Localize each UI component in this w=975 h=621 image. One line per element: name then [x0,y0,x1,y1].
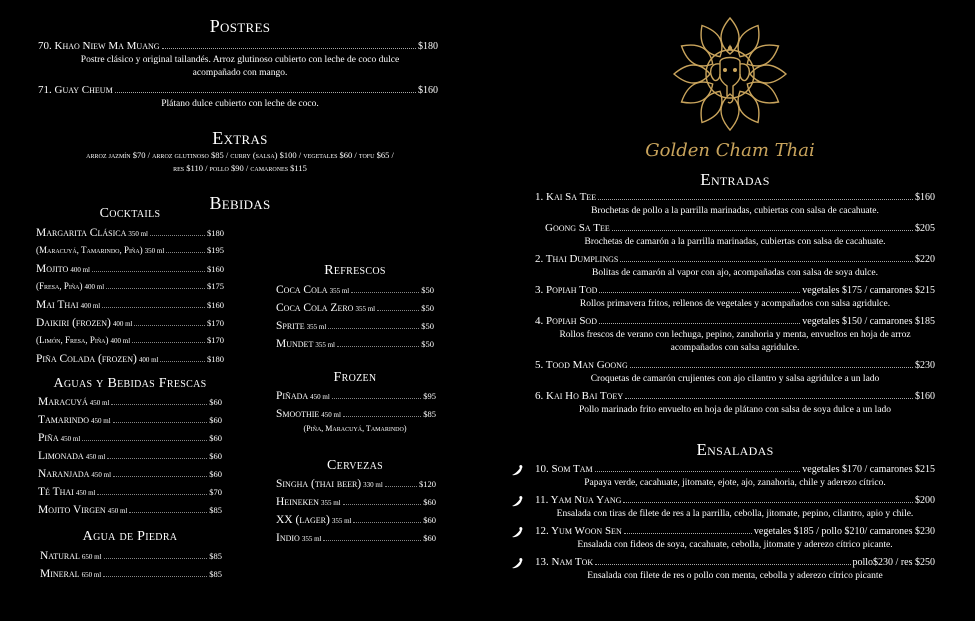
menu-item-5 [535,359,935,374]
drink-name: (Maracuyá, Tamarindo, Piña) [36,245,143,255]
item-name: 5. Tood Man Goong [535,359,628,371]
extras-title: Extras [212,128,268,148]
drink-price: $60 [209,469,222,479]
drink-name: Mojito [36,263,69,275]
drink-row [276,496,436,514]
drink-row [36,227,224,245]
drink-row [36,335,224,353]
menu-item-10 [535,463,935,478]
drink-price: $95 [423,391,436,401]
menu-item-4 [535,315,935,330]
drink-name: Daikiri (frozen) [36,317,111,329]
cervezas-title: Cervezas [327,458,383,473]
extras-line-2: res $110 / pollo $90 / camarones $115 [173,163,307,173]
drink-price: $160 [207,300,224,310]
refrescos-title: Refrescos [324,263,386,278]
menu-item-13 [535,556,935,571]
item-name: 11. Yam Nua Yang [535,494,622,506]
item-price: vegetales $175 / camarones $215 [802,285,935,296]
drink-row [38,486,222,504]
drink-name: Maracuyá [38,396,88,408]
drink-volume: 650 ml [81,571,102,579]
drink-row [276,514,436,532]
item-name: 1. Kai Sa Tee [535,191,597,203]
drink-name: Coca Cola [276,284,328,296]
drink-volume: 450 ml [310,393,330,401]
drink-row [36,299,224,317]
item-description: Plátano dulce cubierto con leche de coco. [161,99,319,109]
cervezas-list [276,478,436,550]
drink-row [40,568,222,586]
cocktails-title: Cocktails [99,206,161,221]
chili-pepper-icon [510,463,524,477]
dot-leader [162,48,416,49]
item-price: $230 [915,360,935,371]
drink-name: Tamarindo [38,414,90,426]
drink-volume: 355 ml [315,341,335,349]
drink-name: Margarita Clásica [36,227,127,239]
drink-name: Heineken [276,496,319,508]
drink-name: Té Thai [38,486,74,498]
item-name: 71. Guay Cheum [38,84,113,96]
menu-item-1 [535,191,935,206]
frozen-list [276,390,436,426]
drink-volume: 450 ml [107,507,128,515]
drink-volume: 450 ml [91,471,112,479]
drink-price: $50 [421,303,434,313]
drink-row [36,317,224,335]
item-price: $160 [418,85,438,96]
item-description: Ensalada con filete de res o pollo con menta, cebolla y aderezo cítrico picante [587,571,883,581]
drink-name: Smoothie [276,408,320,420]
aguas-title: Aguas y Bebidas Frescas [53,376,207,391]
drink-name: Mai Thai [36,299,79,311]
chili-pepper-icon [510,556,524,570]
dot-leader [115,92,416,93]
item-description: Rollos frescos de verano con lechuga, pepino, zanahoria y menta, envueltos en hoja de arroz [559,330,911,340]
drink-price: $50 [421,339,434,349]
postres-title: Postres [209,16,271,36]
item-price: vegetales $170 / camarones $215 [802,464,935,475]
item-description: Bolitas de camarón al vapor con ajo, acompañadas con salsa de soya dulce. [592,268,878,278]
item-name: 70. Khao Niew Ma Muang [38,40,160,52]
menu-item-2 [535,253,935,268]
drink-price: $50 [421,321,434,331]
item-name: 3. Popiah Tod [535,284,598,296]
item-description: Brochetas de pollo a la parrilla marinadas, cubiertas con salsa de cacahuate. [591,206,879,216]
item-name: Goong Sa Tee [545,222,610,234]
bebidas-title: Bebidas [209,193,271,213]
menu-item-71 [38,84,438,99]
item-description: Brochetas de camarón a la parrilla marinadas, cubiertas con salsa de cacahuate. [584,237,886,247]
item-price: vegetales $150 / camarones $185 [802,316,935,327]
drink-volume: 355 ml [331,517,352,525]
drink-price: $60 [209,433,222,443]
drink-name: Natural [40,550,80,562]
drink-price: $195 [207,245,224,255]
drink-row [276,302,434,320]
aguas-list [38,396,222,522]
drink-volume: 400 ml [112,320,133,328]
drink-volume: 355 ml [301,535,322,543]
item-description: Papaya verde, cacahuate, jitomate, ejote, ajo, zanahoria, chile y aderezo cítrico. [584,478,886,488]
item-description: Rollos primavera fritos, rellenos de vegetales y acompañados con salsa agridulce. [579,299,891,309]
drink-price: $60 [209,397,222,407]
drink-volume: 400 ml [110,337,131,345]
item-name: 6. Kai Ho Bai Toey [535,390,624,402]
drink-row [38,450,222,468]
drink-row [36,353,224,371]
drink-volume: 650 ml [81,553,102,561]
brand-name: Golden Cham Thai [645,140,815,161]
drink-price: $60 [423,497,436,507]
drink-name: (Fresa, Piña) [36,281,83,291]
item-price: $180 [418,41,438,52]
drink-price: $60 [423,533,436,543]
drink-price: $85 [209,569,222,579]
menu-item-6 [535,390,935,405]
item-name: 4. Popiah Sod [535,315,597,327]
item-price: $205 [915,223,935,234]
drink-price: $120 [419,479,436,489]
drink-name: Naranjada [38,468,90,480]
item-description-continued: acompañados con salsa agridulce. [670,343,800,353]
item-price: vegetales $185 / pollo $210/ camarones $230 [753,526,935,537]
item-description: Ensalada con tiras de filete de res a la parrilla, cebolla, jitomate, pepino, cilantro, apio y chile. [556,509,914,519]
item-name: 2. Thai Dumplings [535,253,619,265]
drink-volume: 350 ml [144,247,165,255]
drink-name: Mojito Virgen [38,504,106,516]
cocktails-list [36,227,224,371]
drink-row [276,390,436,408]
menu-item-12 [535,525,935,540]
extras-line-1: arroz jazmín $70 / arroz glutinoso $85 / curry (salsa) $100 / vegetales $60 / tofu $65 / [86,150,394,160]
drink-volume: 400 ml [70,266,90,274]
item-name: 13. Nam Tok [535,556,594,568]
piedra-list [40,550,222,586]
drink-price: $85 [209,505,222,515]
item-price: $220 [915,254,935,265]
drink-volume: 355 ml [320,499,341,507]
elephant-lotus-logo [670,14,790,134]
item-price: $160 [915,192,935,203]
drink-price: $170 [207,335,224,345]
drink-volume: 350 ml [128,230,148,238]
drink-row [36,263,224,281]
drink-name: Limonada [38,450,84,462]
item-description: Ensalada con fideos de soya, cacahuate, cebolla, jitomate y aderezo cítrico picante. [577,540,893,550]
drink-price: $180 [207,354,224,364]
drink-name: Mundet [276,338,314,350]
drink-price: $60 [209,415,222,425]
drink-name: Piñada [276,390,309,402]
drink-price: $85 [209,551,222,561]
drink-volume: 450 ml [89,399,110,407]
drink-price: $85 [423,409,436,419]
item-description: Pollo marinado frito envuelto en hoja de plátano con salsa de soya dulce a un lado [578,405,892,415]
drink-volume: 355 ml [306,323,327,331]
frozen-note: (Piña, Maracuyá, Tamarindo) [303,424,407,433]
drink-volume: 450 ml [75,489,96,497]
chili-pepper-icon [510,494,524,508]
drink-price: $70 [209,487,222,497]
item-price: $200 [915,495,935,506]
drink-price: $170 [207,318,224,328]
drink-row [38,468,222,486]
drink-row [38,396,222,414]
item-description: Postre clásico y original tailandés. Arroz glutinoso cubierto con leche de coco dulce acompañado con mango. [80,55,400,78]
item-description: Croquetas de camarón crujientes con ajo cilantro y salsa agridulce a un lado [590,374,880,384]
item-name: 10. Som Tam [535,463,593,475]
piedra-title: Agua de Piedra [82,529,178,544]
frozen-title: Frozen [333,370,377,385]
drink-row [276,478,436,496]
item-price: $160 [915,391,935,402]
drink-volume: 400 ml [138,356,159,364]
drink-name: Piña [38,432,59,444]
drink-volume: 450 ml [85,453,106,461]
drink-row [276,320,434,338]
drink-row [38,504,222,522]
entradas-title: Entradas [700,170,770,189]
drink-name: Sprite [276,320,305,332]
drink-row [36,245,224,263]
menu-item-goong-sa-tee [545,222,935,237]
ensaladas-title: Ensaladas [696,440,774,459]
drink-price: $175 [207,281,224,291]
drink-volume: 355 ml [329,287,350,295]
drink-name: Coca Cola Zero [276,302,354,314]
menu-item-11 [535,494,935,509]
drink-name: Singha (thai beer) [276,478,362,490]
drink-volume: 450 ml [60,435,81,443]
drink-row [276,284,434,302]
drink-price: $60 [423,515,436,525]
menu-item-3 [535,284,935,299]
drink-name: (Limón, Fresa, Piña) [36,335,109,345]
drink-price: $160 [207,264,224,274]
refrescos-list [276,284,434,356]
drink-price: $60 [209,451,222,461]
chili-pepper-icon [510,525,524,539]
drink-volume: 450 ml [321,411,341,419]
drink-row [36,281,224,299]
drink-name: Indio [276,532,300,544]
menu-item-70 [38,40,438,55]
drink-name: Piña Colada (frozen) [36,353,137,365]
drink-row [276,338,434,356]
drink-row [38,432,222,450]
drink-volume: 450 ml [91,417,111,425]
drink-row [40,550,222,568]
drink-volume: 400 ml [80,302,101,310]
drink-row [276,532,436,550]
item-name: 12. Yum Woon Sen [535,525,622,537]
drink-name: Mineral [40,568,80,580]
item-price: pollo$230 / res $250 [852,557,935,568]
drink-price: $180 [207,228,224,238]
drink-price: $50 [421,285,434,295]
drink-volume: 400 ml [84,283,105,291]
drink-volume: 355 ml [355,305,376,313]
drink-name: XX (lager) [276,514,330,526]
drink-volume: 330 ml [363,481,383,489]
drink-row [38,414,222,432]
